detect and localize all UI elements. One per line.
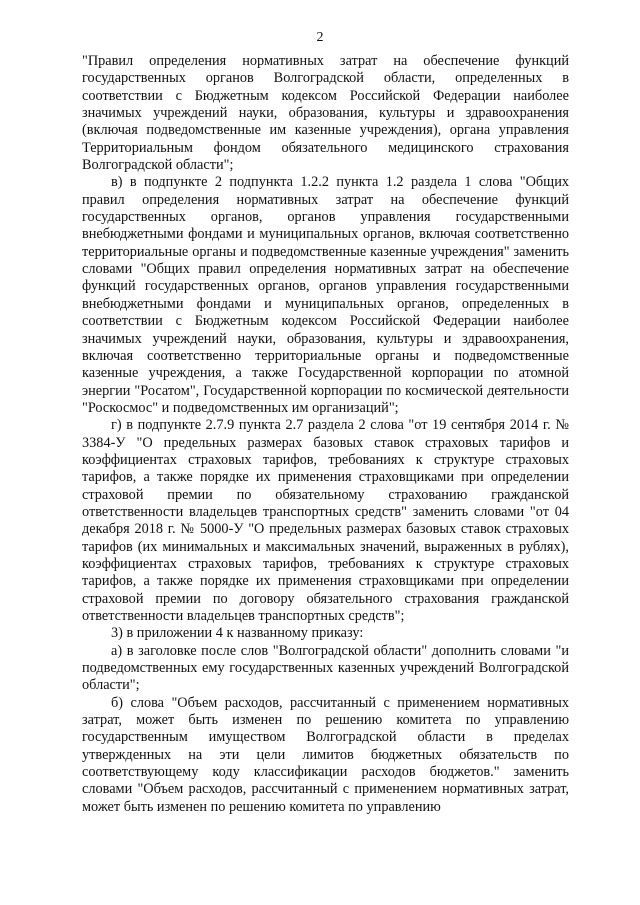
document-body <box>82 53 569 816</box>
paragraph-subitem-a: а) в заголовке после слов "Волгоградской области" дополнить словами "и подведомственных ему государственных казенных учреждений Волгоградской области"; <box>82 642 569 694</box>
page-number: 2 <box>316 30 324 45</box>
paragraph-subitem-g: г) в подпункте 2.7.9 пункта 2.7 раздела 2 слова "от 19 сентября 2014 г. № 3384-У "О предельных размерах базовых ставок страховых тарифов и коэффициентах страховых тарифов, требованиях к структуре страховых тарифов, а также порядке их применения страховщиками при определении страховой премии по обязательному страхованию гражданской ответственности владельцев транспортных средств" заменить словами "от 04 декабря 2018 г. № 5000-У "О предельных размерах базовых ставок страховых тарифов (их минимальных и максимальных значений, выраженных в рублях), коэффициентах страховых тарифов, требованиях к структуре страховых тарифов, а также порядке их применения страховщиками при определении страховой премии по договору обязательного страхования гражданской ответственности владельцев транспортных средств"; <box>82 417 569 624</box>
paragraph-subitem-v: в) в подпункте 2 подпункта 1.2.2 пункта 1.2 раздела 1 слова "Общих правил определения нормативных затрат на обеспечение функций государственных органов, органов управления государственными внебюджетными фондами и муниципальных органов, включая соответственно территориальные органы и подведомственные казенные учреждения" заменить словами "Общих правил определения нормативных затрат на обеспечение функций государственных органов, органов управления государственными внебюджетными фондами и муниципальных органов, определенных в соответствии с Бюджетным кодексом Российской Федерации наиболее значимых учреждений науки, образования, культуры и здравоохранения, включая соответственно территориальные органы и подведомственные казенные учреждения, а также Государственной корпорации по атомной энергии "Росатом", Государственной корпорации по космической деятельности "Роскосмос" и подведомственных им организаций"; <box>82 174 569 416</box>
paragraph-subitem-b: б) слова "Объем расходов, рассчитанный с применением нормативных затрат, может быть изменен по решению комитета по управлению государственным имуществом Волгоградской области в пределах утвержденных на эти цели лимитов бюджетных обязательств по соответствующему коду классификации расходов бюджетов." заменить словами "Объем расходов, рассчитанный с применением нормативных затрат, может быть изменен по решению комитета по управлению <box>82 694 569 815</box>
paragraph-item-3: 3) в приложении 4 к названному приказу: <box>111 625 364 642</box>
paragraph-quoted-title-continuation: "Правил определения нормативных затрат на обеспечение функций государственных органов Волгоградской области, определенных в соответствии с Бюджетным кодексом Российской Федерации наиболее значимых учреждений науки, образования, культуры и здравоохранения (включая подведомственные им казенные учреждения), органа управления Территориальным фондом обязательного медицинского страхования Волгоградской области"; <box>82 53 569 174</box>
